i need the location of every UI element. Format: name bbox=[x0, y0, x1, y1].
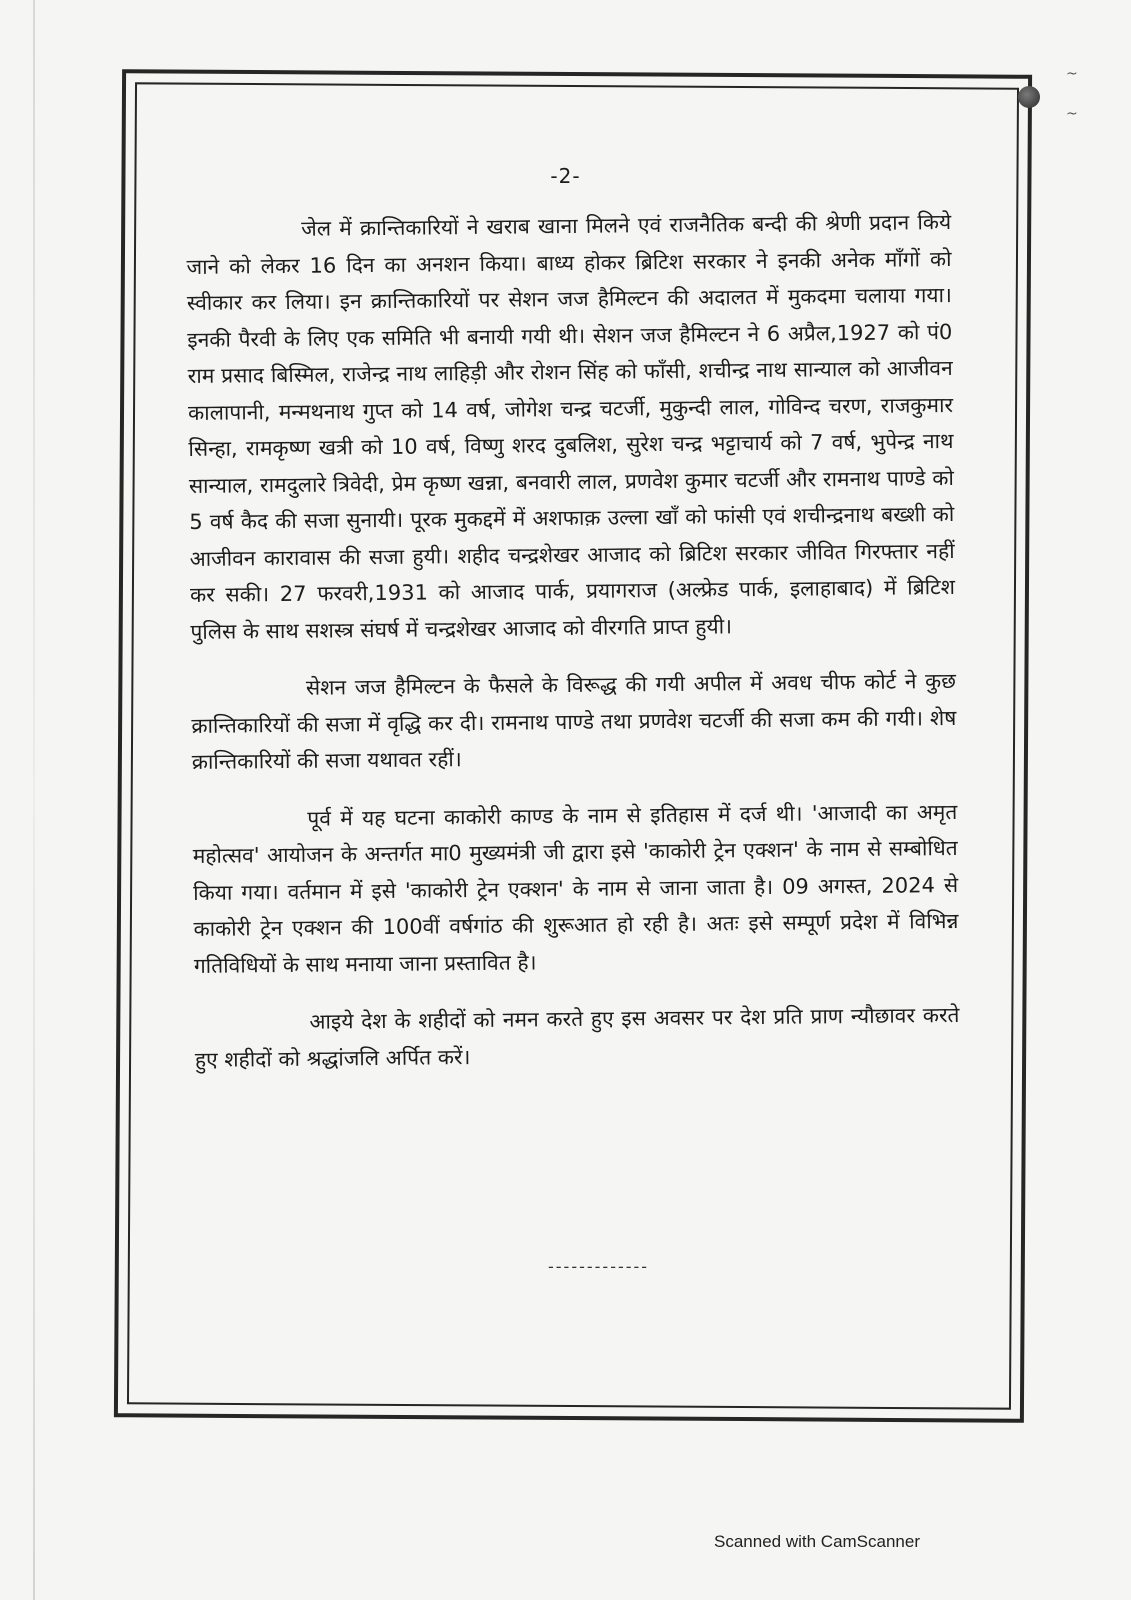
paragraph-kakori-action: पूर्व में यह घटना काकोरी काण्ड के नाम से इतिहास में दर्ज थी। 'आजादी का अमृत महोत्सव' आयोजन के अन्तर्गत मा0 मुख्यमंत्री जी द्वारा इसे 'काकोरी ट्रेन एक्शन' के नाम से सम्बोधित किया गया। वर्तमान में इसे 'काकोरी ट्रेन एक्शन' के नाम से जाना जाता है। 09 अगस्त, 2024 से काकोरी ट्रेन एक्शन की 100वीं वर्षगांठ की शुरूआत हो रही है। अतः इसे सम्पूर्ण प्रदेश में विभिन्न गतिविधियों के साथ मनाया जाना प्रस्तावित है। bbox=[192, 799, 959, 978]
paragraph-appeal: सेशन जज हैमिल्टन के फैसले के विरूद्ध की गयी अपील में अवध चीफ कोर्ट ने कुछ क्रान्तिकारियों की सजा में वृद्धि कर दी। रामनाथ पाण्डे तथा प्रणवेश चटर्जी की सजा कम की गयी। शेष क्रान्तिकारियों की सजा यथावत रहीं। bbox=[191, 668, 957, 774]
margin-marks bbox=[1066, 54, 1078, 134]
margin-mark: ~ bbox=[1066, 106, 1078, 122]
punch-hole bbox=[1018, 86, 1040, 108]
document-body bbox=[186, 204, 960, 1099]
closing-rule: ------------- bbox=[548, 1257, 650, 1276]
paragraph-tribute: आइये देश के शहीदों को नमन करते हुए इस अवसर पर देश प्रति प्राण न्यौछावर करते हुए शहीदों को श्रद्धांजलि अर्पित करें। bbox=[194, 1002, 960, 1072]
margin-mark: ~ bbox=[1066, 66, 1078, 82]
page-number: -2- bbox=[550, 164, 581, 188]
scan-edge bbox=[33, 0, 35, 1600]
scanner-watermark: Scanned with CamScanner bbox=[714, 1532, 921, 1551]
paragraph-trial: जेल में क्रान्तिकारियों ने खराब खाना मिलने एवं राजनैतिक बन्दी की श्रेणी प्रदान किये जाने को लेकर 16 दिन का अनशन किया। बाध्य होकर ब्रिटिश सरकार ने इनकी अनेक माँगों को स्वीकार कर लिया। इन क्रान्तिकारियों पर सेशन जज हैमिल्टन की अदालत में मुकदमा चलाया गया। इनकी पैरवी के लिए एक समिति भी बनायी गयी थी। सेशन जज हैमिल्टन ने 6 अप्रैल,1927 को पं0 राम प्रसाद बिस्मिल, राजेन्द्र नाथ लाहिड़ी और रोशन सिंह को फाँसी, शचीन्द्र नाथ सान्याल को आजीवन कालापानी, मन्मथनाथ गुप्त को 14 वर्ष, जोगेश चन्द्र चटर्जी, मुकुन्दी लाल, गोविन्द चरण, राजकुमार सिन्हा, रामकृष्ण खत्री को 10 वर्ष, विष्णु शरद दुबलिश, सुरेश चन्द्र भट्टाचार्य को 7 वर्ष, भुपेन्द्र नाथ सान्याल, रामदुलारे त्रिवेदी, प्रेम कृष्ण खन्ना, बनवारी लाल, प्रणवेश कुमार चटर्जी और रामनाथ पाण्डे को 5 वर्ष कैद की सजा सुनायी। पूरक मुकद्दमें में अशफाक़ उल्ला खाँ को फांसी एवं शचीन्द्रनाथ बख्शी को आजीवन कारावास की सजा हुयी। शहीद चन्द्रशेखर आजाद को ब्रिटिश सरकार जीवित गिरफ्तार नहीं कर सकी। 27 फरवरी,1931 को आजाद पार्क, प्रयागराज (अल्फ्रेड पार्क, इलाहाबाद) में ब्रिटिश पुलिस के साथ सशस्त्र संघर्ष में चन्द्रशेखर आजाद को वीरगति प्राप्त हुयी। bbox=[186, 209, 956, 644]
